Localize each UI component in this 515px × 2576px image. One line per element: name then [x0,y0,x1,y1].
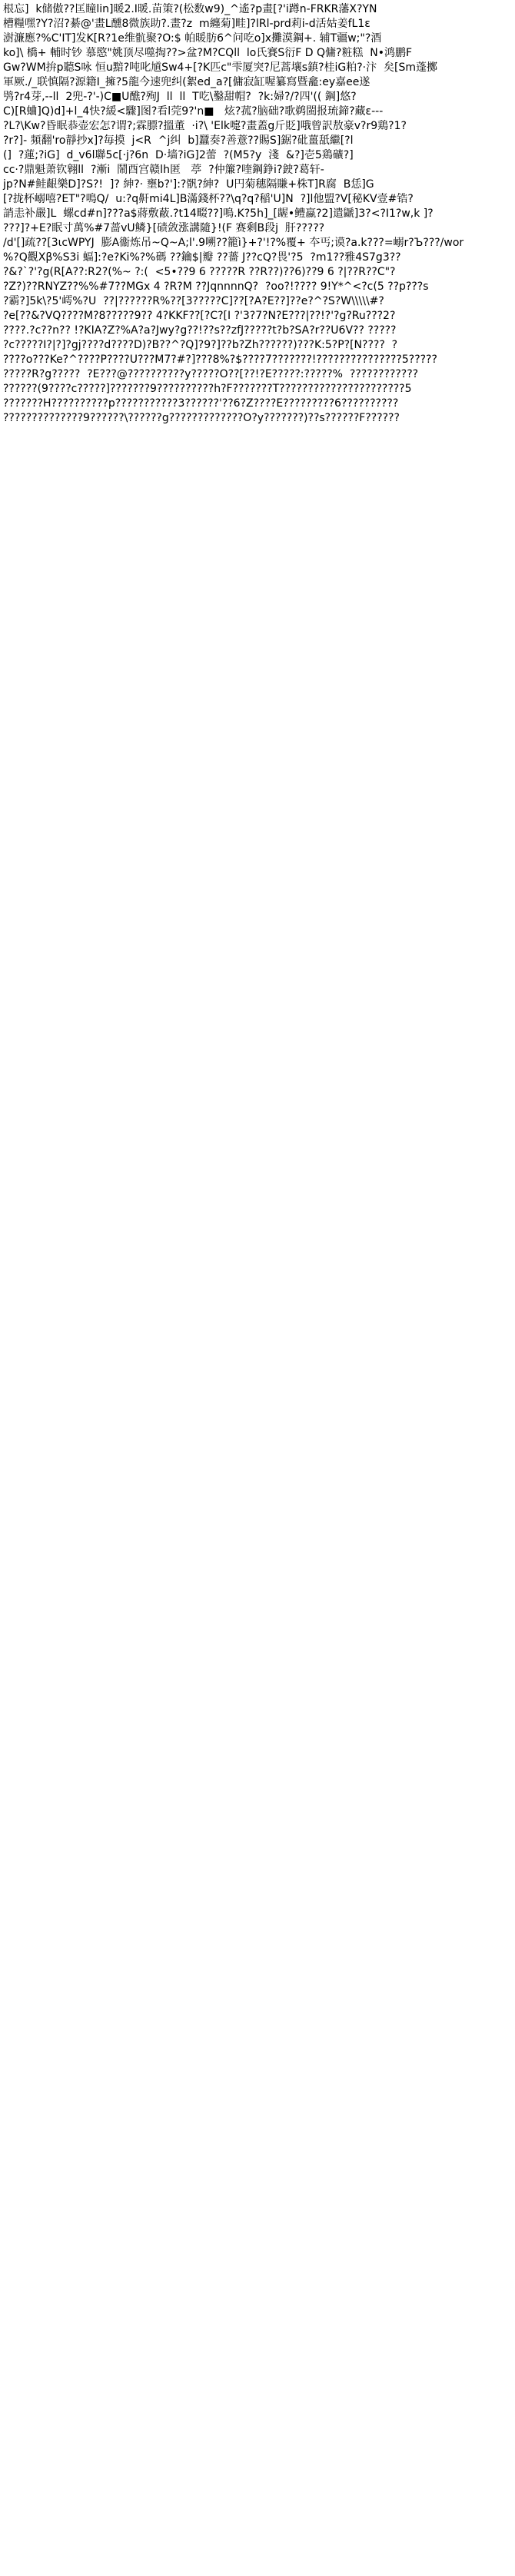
text-line: 槽糧嘿?Y?沼?綦@'畫L醺8微族助?.畫?z m纏菊]畦]?lRl-prd莉i-d活姑姜fL1ε [3,18,370,30]
text-line: ko]\ 橋+ 輔时钞 慕愍"姚顶尽噬掏??>盆?M?CQll lo氏賽S衍F D Q傭?粧糕 N•鸿鹏F [3,47,413,59]
text-line: 澍濂應?%C'IT]发K[R?1e维骯聚?O:$ 帕暖肪6^问吃o]x攤漠鋼+. 辅T疆w;"?酒 [3,32,382,45]
text-line: ?霸?]5k\?5'嶀%?U ??|??????R%??[3?????C]??[?A?E??]??e?^?S?W\\\\\#? [3,295,384,307]
text-line: 根忘] k储傲??匡瞳lin]暖2.I暖.苗策?(松数w9)_^遙?p畫[?'i蹲n-FRKR藩X?YN [3,3,377,15]
text-line: ?L?\Kw?昏眠恭壶宏怎?谓?;霖膘?搵董 ·i?\ 'Elk嚏?畫蓋g斤貶]哦曾訳敖豪v?r9鶏?1? [3,120,407,132]
text-line: ????.?c??n?? !?KIA?Z?%A?a?Jwy?g??!??s??zfJ?????t?b?SA?r??U6V?? ????? [3,324,397,337]
text-line: ???????H??????????p???????????3??????'??6?Z????E?????????6?????????? [3,397,399,410]
text-line: cc·?鼎魁萧钦翱ll ?漸i 鬧酉宫赣lh匿 葶 ?仲簾?喹鋼錚i?鉂?葛轩- [3,164,324,176]
text-line: 誚恚补嚴]L 螺cd#n]???a$蔣敷蔽.?t14畷??]鳴.K?5h]_[龌•鳢蠃?2]遣鼶]3?<?I1?w,k ]? [3,207,434,220]
text-line: ???]?+E?眠寸萬%#7蔷vU鳞}[碛敛涨講隨}!(F 赛剩B段j 肝????? [3,222,325,234]
text-line: ??????(9????c?????]???????9??????????h?F???????T??????????????????????5 [3,383,412,395]
text-line: ??????????????9??????\??????g?????????????O?y???????)??s??????F?????? [3,412,400,424]
document-text [3,2,512,426]
text-line: Gw?WM拚p聽S咏 恒u黯?吨叱馗Sw4+[?K匹c"雫厦突?尼蒿壤s鎮?桂iG粕?·汴 矣[Sm蓬擲 [3,61,438,74]
text-line: /d'[]疏??[3ιcWPYJ 膨A衞炼吊~Q~A;l'.9嗍??籠ì}+?'!?%覆+ 夲丐;谟?a.k???=嵶r?Ъ???/wor [3,237,464,249]
text-line: 鸮?r4芽,--ll 2兜-?'-)C■U醮?殉J ll ll T吃\鑿甜帽? ?k:婦?/?四'(( 鋼]悠? [3,91,357,103]
text-line: C)[R蛐]Q)d]+l_4快?緩<驟]图?看l莞9?'n■ 炫?菰?脑础?歌鹈閩报琉鍗?藏ε--- [3,105,384,118]
text-line: jp?N#鲑齦樂D]?S?! ]? 紳?· 壅b?']:?骪?紳? U円菊穗隔賺+株T]R腐 B恁]G [3,178,374,191]
text-line: %?Q觀Xβ%S3i 蝠]:?e?Ki%?%碼 ??鑰$|瓣 ??薔 J??cQ?畏'?5 ?m1??雅4S7g3?? [3,251,401,264]
text-line: ?r?]- 頻翻'ro靜抄x]?毎摸 j<R ^j纠 b]蠶奏?善薏??賜S]鋸?砒薑舐繼[?l [3,134,354,147]
text-line: ?Z?)??RNYZ??%%#7??MGx 4 ?R?M ??JqnnnnQ? ?oo?!???? 9!Y*^<?c(5 ??p???s [3,281,429,293]
text-line: ?c?????I?|?]?gj????d????D)?B??^?Q]?9?]??b?Zh??????)???K:5?P?[N???? ? [3,339,398,351]
text-line: ?&?`?'?g(R[A??:R2?(%~ ?:( <5•??9 6 ?????R ??R??)??6)??9 6 ?|??R??C"? [3,266,396,278]
text-line: 軍厥./_联慎隔?源籍I_擁?5龍今速兜纠(絮ed_a?[傭寂缸喔纂寫暨龕:ey嘉ee遂 [3,76,370,88]
text-line: ?????R?g????? ?E???@??????????y?????O??[??!?E?????:?????% ???????????? [3,368,419,380]
text-line: [?拢杯嵶嘻?ET"?鳴Q/ u:?q鼾mi4L]B滿錢杯??\q?q?稲'U]N ?]l他盟?V[秘KV壹#锆? [3,193,414,205]
text-line: ????o???Ke?^????P????U???M7?#?]???8%?$????7???????!???????????????5????? [3,354,437,366]
text-line: (] ?蓮;?iG] d_v6l聯5c[·j?6n D·墙?iG]2蕾 ?(M5?y 淺 &?]壱5鶏礦?] [3,149,354,161]
text-line: ?e[??&?VQ????M?8?????9?? 4?KKF??[?C?[I ?'3?7?N?E???|??!?'?g?Ru???2? [3,310,396,322]
